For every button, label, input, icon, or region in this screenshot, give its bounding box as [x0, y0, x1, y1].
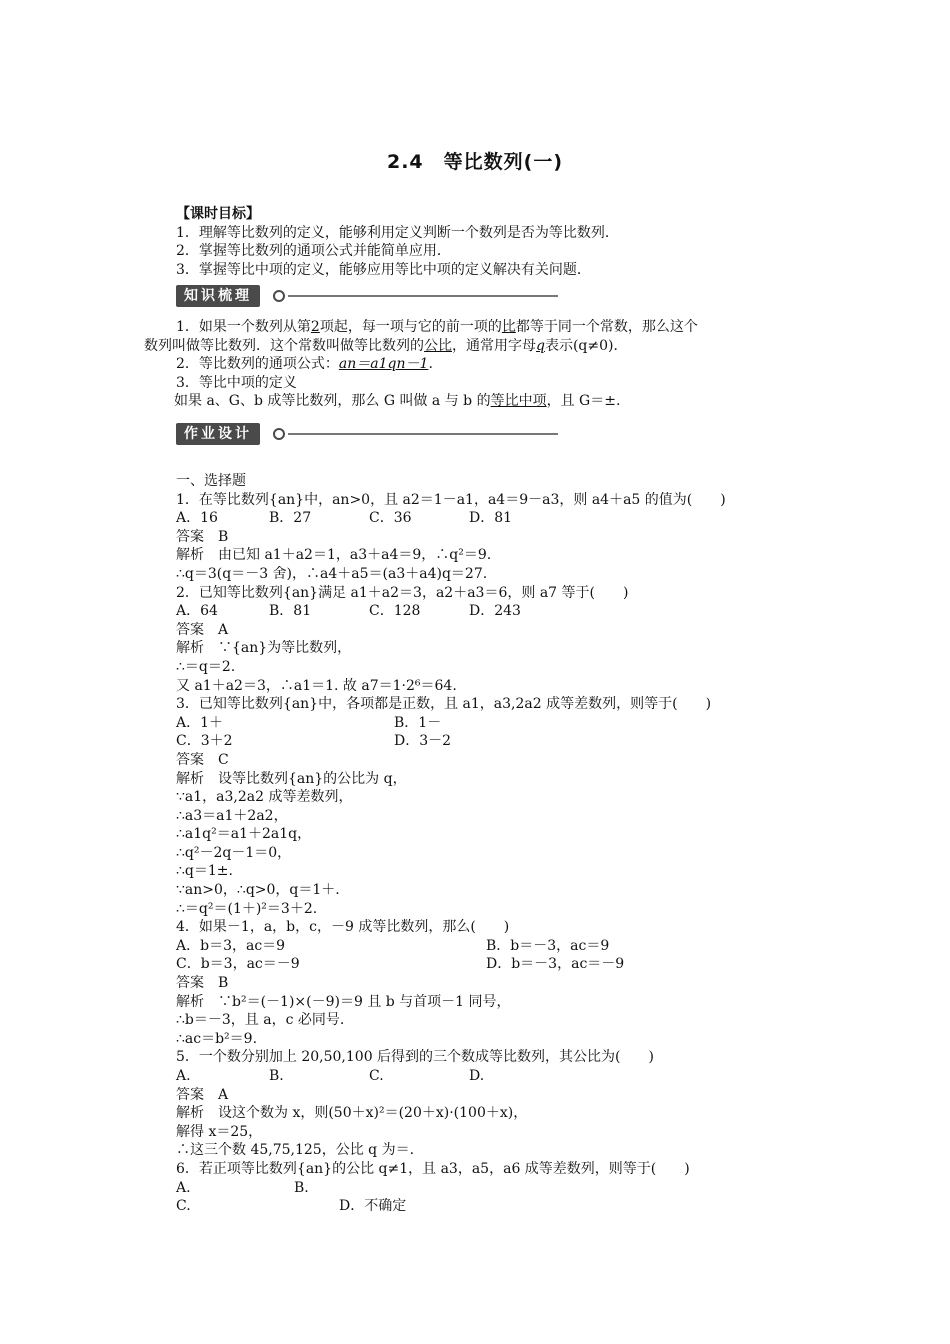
answer-option: C．3＋2 [176, 733, 233, 750]
exercise-line: 答案 C [176, 751, 229, 768]
objective-item: 1．理解等比数列的定义，能够利用定义判断一个数列是否为等比数列． [176, 224, 619, 241]
answer-option: A．64 [176, 603, 218, 620]
exercise-line: 1．在等比数列{an}中，an>0，且 a2＝1－a1，a4＝9－a3，则 a4＋a5 的值为( ) [176, 491, 726, 508]
answer-option: B．1－ [394, 714, 442, 731]
exercise-line: 解析 由已知 a1＋a2＝1，a3＋a4＝9，∴q²＝9. [176, 547, 492, 564]
knowledge-line: 如果 a、G、b 成等比数列，那么 G 叫做 a 与 b 的等比中项，且 G＝±. [174, 393, 621, 410]
exercise-line: 答案 A [176, 1086, 229, 1103]
options-row [176, 509, 796, 528]
exercise-line: 6．若正项等比数列{an}的公比 q≠1，且 a3，a5，a6 成等差数列，则等于( ) [176, 1160, 690, 1177]
knowledge-line: 1．如果一个数列从第2项起，每一项与它的前一项的比都等于同一个常数，那么这个 [176, 319, 698, 335]
exercise-line: ∴q＝1±. [176, 863, 233, 880]
answer-option: C. [176, 1198, 191, 1215]
knowledge-line: 数列叫做等比数列．这个常数叫做等比数列的公比，通常用字母q表示(q≠0)． [144, 337, 628, 354]
exercise-line: 4．如果－1，a，b，c，－9 成等比数列，那么( ) [176, 919, 510, 936]
answer-option: A. [176, 1179, 191, 1196]
answer-option: D. [469, 1068, 485, 1084]
section-bar-homework [176, 423, 558, 445]
exercise-line: ∴＝q²＝(1＋)²＝3＋2. [176, 900, 318, 917]
exercise-line: 一、选择题 [176, 473, 246, 489]
answer-option: B．27 [269, 510, 312, 527]
options-row [176, 714, 796, 733]
options-row [176, 1067, 796, 1086]
options-row [176, 937, 796, 956]
knowledge-line: 2．等比数列的通项公式：an＝a1qn－1. [176, 356, 433, 373]
options-row [176, 602, 796, 621]
exercise-line: 答案 B [176, 975, 229, 992]
exercise-line: 解析 设等比数列{an}的公比为 q， [176, 770, 407, 787]
answer-option: B. [294, 1179, 309, 1196]
objective-item: 2．掌握等比数列的通项公式并能简单应用． [176, 243, 451, 260]
exercise-line: ∵a1，a3,2a2 成等差数列， [176, 789, 353, 806]
options-row [176, 955, 796, 974]
answer-option: A. [176, 1068, 191, 1084]
section-label-knowledge: 知识梳理 [176, 285, 260, 307]
section-rule [288, 433, 558, 435]
exercise-line: ∴a1q²＝a1＋2a1q， [176, 826, 312, 843]
section-label-homework: 作业设计 [176, 423, 260, 445]
answer-option: D．不确定 [339, 1198, 407, 1215]
exercise-line: 3．已知等比数列{an}中，各项都是正数，且 a1，a3,2a2 成等差数列，则等于( ) [176, 696, 712, 713]
answer-option: B．81 [269, 603, 312, 620]
exercise-line: ∴这三个数 45,75,125，公比 q 为＝. [176, 1142, 415, 1159]
exercise-line: 解得 x＝25， [176, 1123, 263, 1140]
options-row [176, 732, 796, 751]
exercise-line: ∴＝q＝2. [176, 658, 236, 675]
exercise-line: 解析 ∵b²＝(－1)×(－9)＝9 且 b 与首项－1 同号， [176, 993, 511, 1010]
section-rule [288, 295, 558, 297]
answer-option: D．b＝－3，ac＝－9 [486, 956, 625, 973]
exercise-line: 答案 B [176, 528, 229, 545]
exercise-line: ∴b＝－3，且 a，c 必同号. [176, 1012, 345, 1029]
objectives-heading: 【课时目标】 [176, 206, 260, 222]
answer-option: C．128 [369, 603, 421, 620]
options-row [176, 1197, 796, 1216]
exercise-line: ∴q²－2q－1＝0， [176, 844, 292, 861]
answer-option: A．16 [176, 510, 218, 527]
section-bar-knowledge [176, 285, 558, 307]
exercise-line: ∵an>0，∴q>0，q＝1＋. [176, 882, 340, 899]
exercise-line: ∴ac＝b²＝9. [176, 1030, 258, 1047]
exercise-line: 5．一个数分别加上 20,50,100 后得到的三个数成等比数列，其公比为( ) [176, 1049, 654, 1066]
objectives-block [176, 205, 816, 279]
answer-option: D．243 [469, 603, 521, 620]
exercise-line: 2．已知等比数列{an}满足 a1＋a2＝3，a2＋a3＝6，则 a7 等于( ) [176, 584, 629, 601]
answer-option: B．b＝－3，ac＝9 [486, 937, 610, 954]
knowledge-block [144, 318, 816, 411]
bullet-circle-icon [273, 428, 285, 440]
answer-option: A．b＝3，ac＝9 [176, 937, 286, 954]
exercise-line: 解析 设这个数为 x，则(50＋x)²＝(20＋x)·(100＋x)， [176, 1105, 528, 1122]
objective-item: 3．掌握等比中项的定义，能够应用等比中项的定义解决有关问题． [176, 261, 591, 278]
page-title: 2.4 等比数列(一) [386, 151, 564, 173]
answer-option: C. [369, 1068, 384, 1084]
answer-option: A．1＋ [176, 714, 224, 731]
bullet-circle-icon [273, 290, 285, 302]
options-row [176, 1179, 796, 1198]
exercise-line: ∴q＝3(q＝－3 舍)，∴a4＋a5＝(a3＋a4)q＝27. [176, 565, 488, 582]
answer-option: B. [269, 1068, 284, 1084]
exercise-line: 答案 A [176, 621, 229, 638]
knowledge-line: 3．等比中项的定义 [176, 374, 297, 391]
answer-option: C．36 [369, 510, 412, 527]
exercise-line: 又 a1＋a2＝3，∴a1＝1. 故 a7＝1·2⁶＝64. [176, 677, 457, 694]
exercise-line: 解析 ∵{an}为等比数列， [176, 640, 352, 657]
answer-option: D．81 [469, 510, 513, 527]
exercises-block [176, 472, 796, 1216]
answer-option: C．b＝3，ac＝－9 [176, 956, 300, 973]
exercise-line: ∴a3＝a1＋2a2， [176, 807, 288, 824]
answer-option: D．3－2 [394, 733, 452, 750]
